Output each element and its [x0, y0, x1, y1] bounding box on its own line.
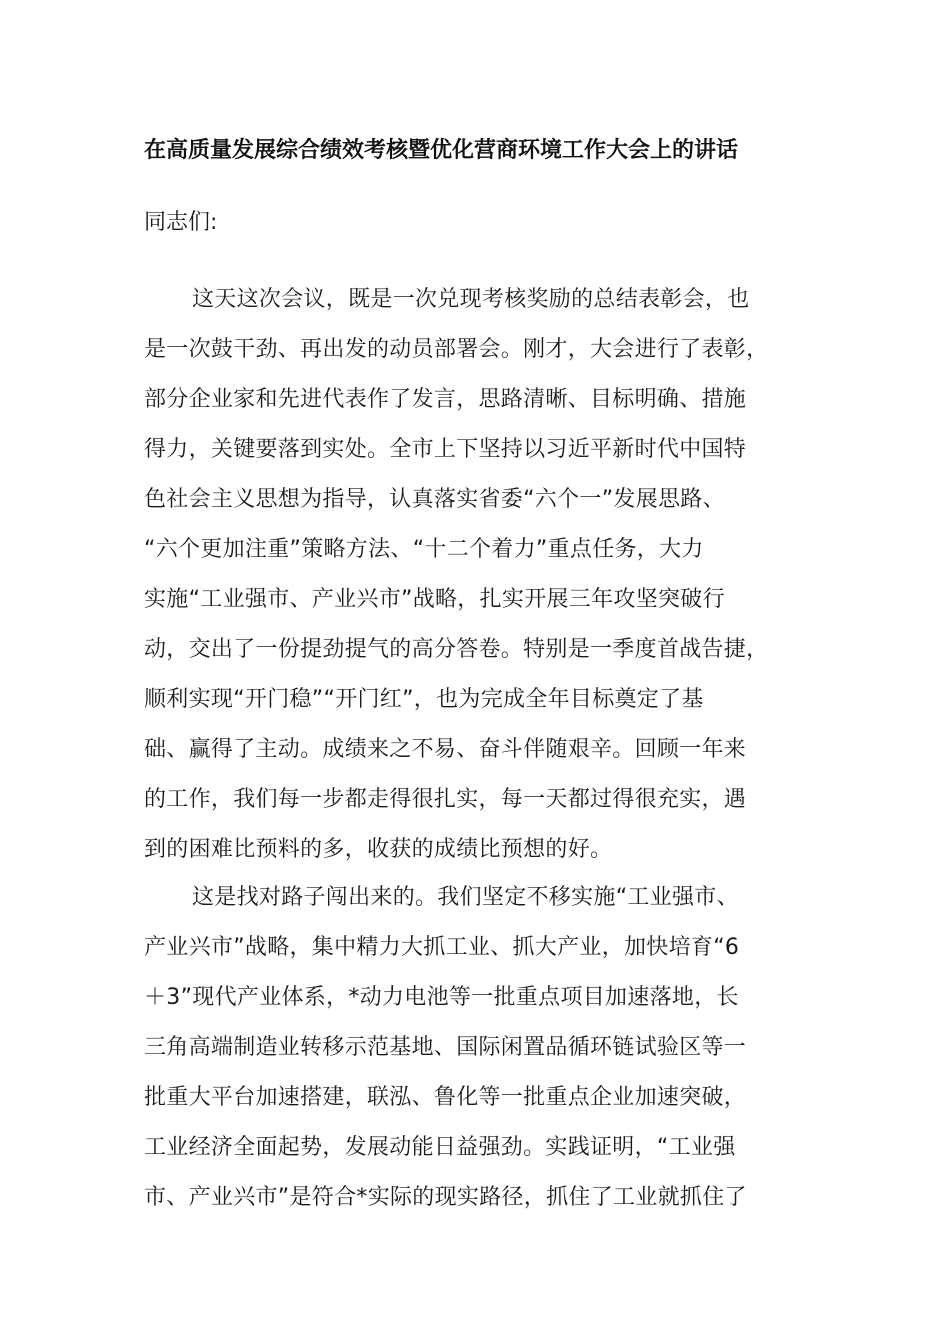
paragraph1-line: 的工作，我们每一步都走得很扎实，每一天都过得很充实，遇: [144, 787, 747, 812]
paragraph2-line: 产业兴市”战略，集中精力大抓工业、抓大产业，加快培育“6: [144, 935, 740, 960]
paragraph2-line: 批重大平台加速搭建，联泓、鲁化等一批重点企业加速突破，: [144, 1085, 747, 1110]
paragraph1-line: 是一次鼓干劲、再出发的动员部署会。刚才，大会进行了表彰，: [144, 337, 769, 362]
paragraph1-line: 到的困难比预料的多，收获的成绩比预想的好。: [144, 837, 613, 862]
paragraph1-line: 色社会主义思想为指导，认真落实省委“六个一”发展思路、: [144, 487, 725, 512]
paragraph2-line: ＋3”现代产业体系，*动力电池等一批重点项目加速落地，长: [144, 985, 739, 1010]
paragraph1-line: “六个更加注重”策略方法、“十二个着力”重点任务，大力: [144, 537, 704, 562]
document-title: 在高质量发展综合绩效考核暨优化营商环境工作大会上的讲话: [144, 138, 739, 163]
paragraph1-line: 这天这次会议，既是一次兑现考核奖励的总结表彰会，也: [192, 287, 750, 312]
paragraph1-line: 顺利实现“开门稳”“开门红”，也为完成全年目标奠定了基: [144, 687, 704, 712]
paragraph1-line: 动，交出了一份提劲提气的高分答卷。特别是一季度首战告捷，: [144, 637, 769, 662]
paragraph2-line: 工业经济全面起势，发展动能日益强劲。实践证明，“工业强: [144, 1135, 736, 1160]
paragraph2-line: 这是找对路子闯出来的。我们坚定不移实施“工业强市、: [192, 885, 739, 910]
paragraph1-line: 础、赢得了主动。成绩来之不易、奋斗伴随艰辛。回顾一年来: [144, 737, 747, 762]
paragraph2-line: 市、产业兴市”是符合*实际的现实路径，抓住了工业就抓住了: [144, 1185, 747, 1210]
paragraph1-line: 得力，关键要落到实处。全市上下坚持以习近平新时代中国特: [144, 437, 747, 462]
paragraph2-line: 三角高端制造业转移示范基地、国际闲置品循环链试验区等一: [144, 1035, 747, 1060]
salutation: 同志们:: [144, 210, 218, 235]
paragraph1-line: 部分企业家和先进代表作了发言，思路清晰、目标明确、措施: [144, 387, 747, 412]
paragraph1-line: 实施“工业强市、产业兴市”战略，扎实开展三年攻坚突破行: [144, 587, 725, 612]
